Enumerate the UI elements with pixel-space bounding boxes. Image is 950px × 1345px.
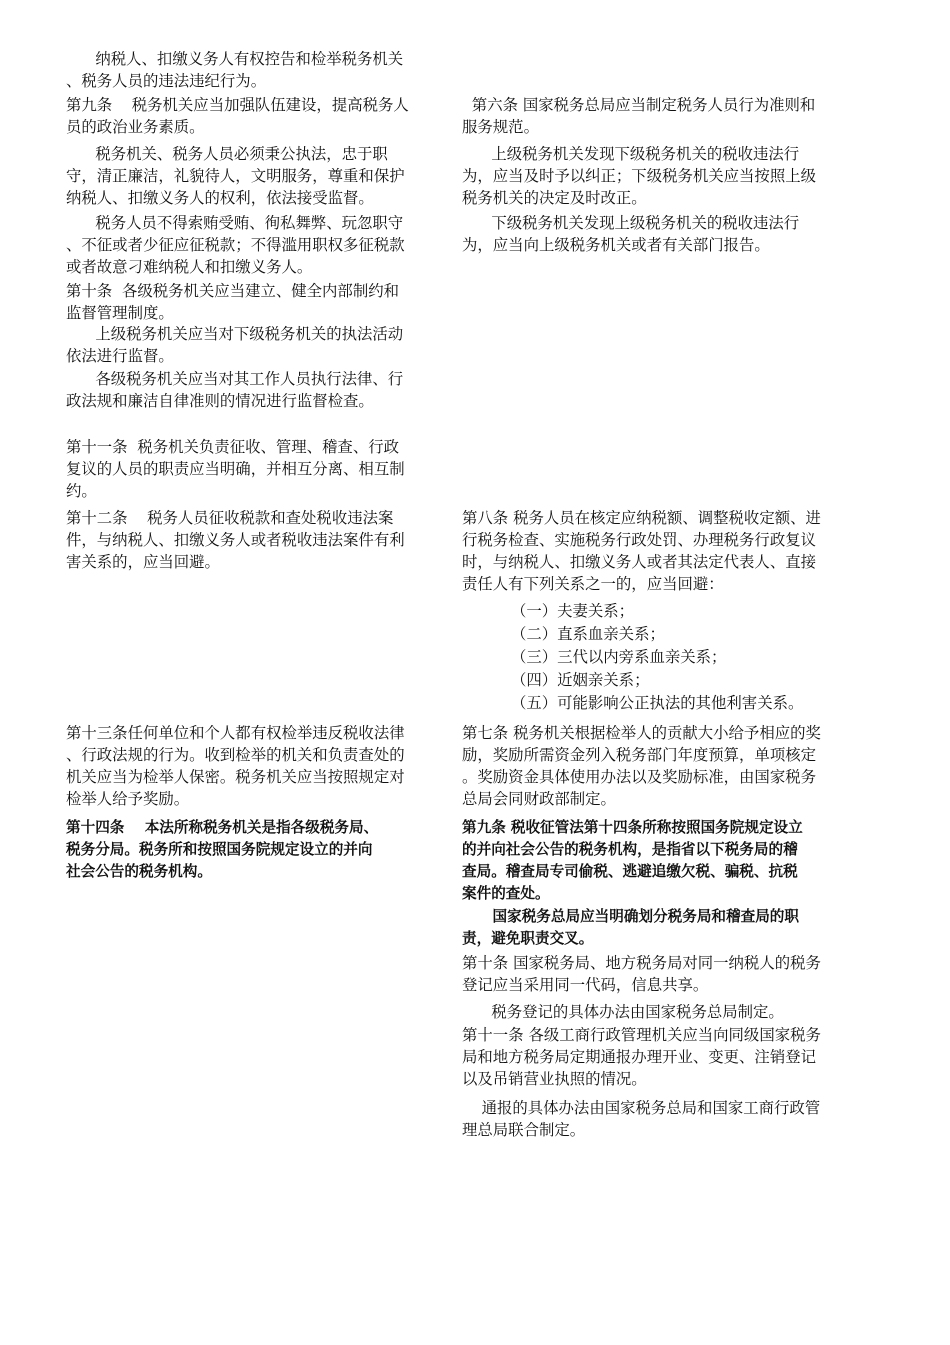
article-12-heading: 第十二条 税务人员征收税款和查处税收违法案 件，与纳税人、扣缴义务人或者税收违法案件有利 害关系的，应当回避。 — [66, 509, 405, 571]
article-9-implementation-heading: 第九条 税收征管法第十四条所称按照国务院规定设立 的并向社会公告的税务机构，是指省以下税务局的稽 查局。稽查局专司偷税、逃避追缴欠税、骗税、抗税 案件的查处。 — [462, 819, 803, 902]
article-9-heading: 第九条 税务机关应当加强队伍建设，提高税务人 员的政治业务素质。 — [66, 96, 409, 136]
paragraph-registration-method: 税务登记的具体办法由国家税务总局制定。 — [462, 1003, 784, 1021]
article-13-heading: 第十三条任何单位和个人都有权检举违反税收法律 、行政法规的行为。收到检举的机关和负责查处的 机关应当为检举人保密。税务机关应当按照规定对 检举人给予奖励。 — [66, 724, 405, 808]
article-10-implementation-heading: 第十条 国家税务局、地方税务局对同一纳税人的税务 登记应当采用同一代码，信息共享。 — [462, 954, 821, 994]
paragraph-staff-inspection: 各级税务机关应当对其工作人员执行法律、行 政法规和廉洁自律准则的情况进行监督检查。 — [66, 370, 404, 410]
article-14-heading: 第十四条 本法所称税务机关是指各级税务局、 税务分局。税务所和按照国务院规定设立的并向 社会公告的税务机构。 — [66, 819, 379, 880]
paragraph-impartial-enforcement: 税务机关、税务人员必须秉公执法，忠于职 守，清正廉洁，礼貌待人，文明服务，尊重和保护 纳税人、扣缴义务人的权利，依法接受监督。 — [66, 145, 405, 207]
article-8-heading: 第八条 税务人员在核定应纳税额、调整税收定额、进 行税务检查、实施税务行政处罚、办理税务行政复议 时，与纳税人、扣缴义务人或者其法定代表人、直接 责任人有下列关系之一的，应当回避： — [462, 509, 821, 593]
paragraph-report-violations: 下级税务机关发现上级税务机关的税收违法行 为，应当向上级税务机关或者有关部门报告。 — [462, 214, 800, 254]
article-11-implementation-heading: 第十一条 各级工商行政管理机关应当向同级国家税务 局和地方税务局定期通报办理开业、变更、注销登记 以及吊销营业执照的情况。 — [462, 1026, 821, 1088]
article-6-heading: 第六条 国家税务总局应当制定税务人员行为准则和 服务规范。 — [462, 96, 816, 136]
paragraph-notification-method: 通报的具体办法由国家税务总局和国家工商行政管 理总局联合制定。 — [462, 1099, 821, 1139]
paragraph-duty-division: 国家税务总局应当明确划分税务局和稽查局的职 责，避免职责交叉。 — [462, 908, 799, 947]
paragraph-superior-supervision: 上级税务机关应当对下级税务机关的执法活动 依法进行监督。 — [66, 325, 404, 365]
paragraph-correct-violations: 上级税务机关发现下级税务机关的税收违法行 为，应当及时予以纠正；下级税务机关应当按照上级 税务机关的决定及时改正。 — [462, 145, 816, 207]
article-11-heading: 第十一条 税务机关负责征收、管理、稽查、行政 复议的人员的职责应当明确，并相互分离、相互制 约。 — [66, 438, 405, 500]
article-10-heading: 第十条 各级税务机关应当建立、健全内部制约和 监督管理制度。 — [66, 282, 399, 322]
paragraph-taxpayer-right-to-report: 纳税人、扣缴义务人有权控告和检举税务机关 、税务人员的违法违纪行为。 — [66, 50, 404, 90]
article-7-heading: 第七条 税务机关根据检举人的贡献大小给予相应的奖 励，奖励所需资金列入税务部门年度预算，单项核定 。奖励资金具体使用办法以及奖励标准，由国家税务 总局会同财政部制定。 — [462, 724, 821, 808]
paragraph-prohibited-conduct: 税务人员不得索贿受贿、徇私舞弊、玩忽职守 、不征或者少征应征税款；不得滥用职权多征税款 或者故意刁难纳税人和扣缴义务人。 — [66, 214, 405, 276]
recusal-relation-list: （一）夫妻关系； （二）直系血亲关系； （三）三代以内旁系血亲关系； （四）近姻亲关系； （五）可能影响公正执法的其他利害关系。 — [510, 602, 804, 712]
